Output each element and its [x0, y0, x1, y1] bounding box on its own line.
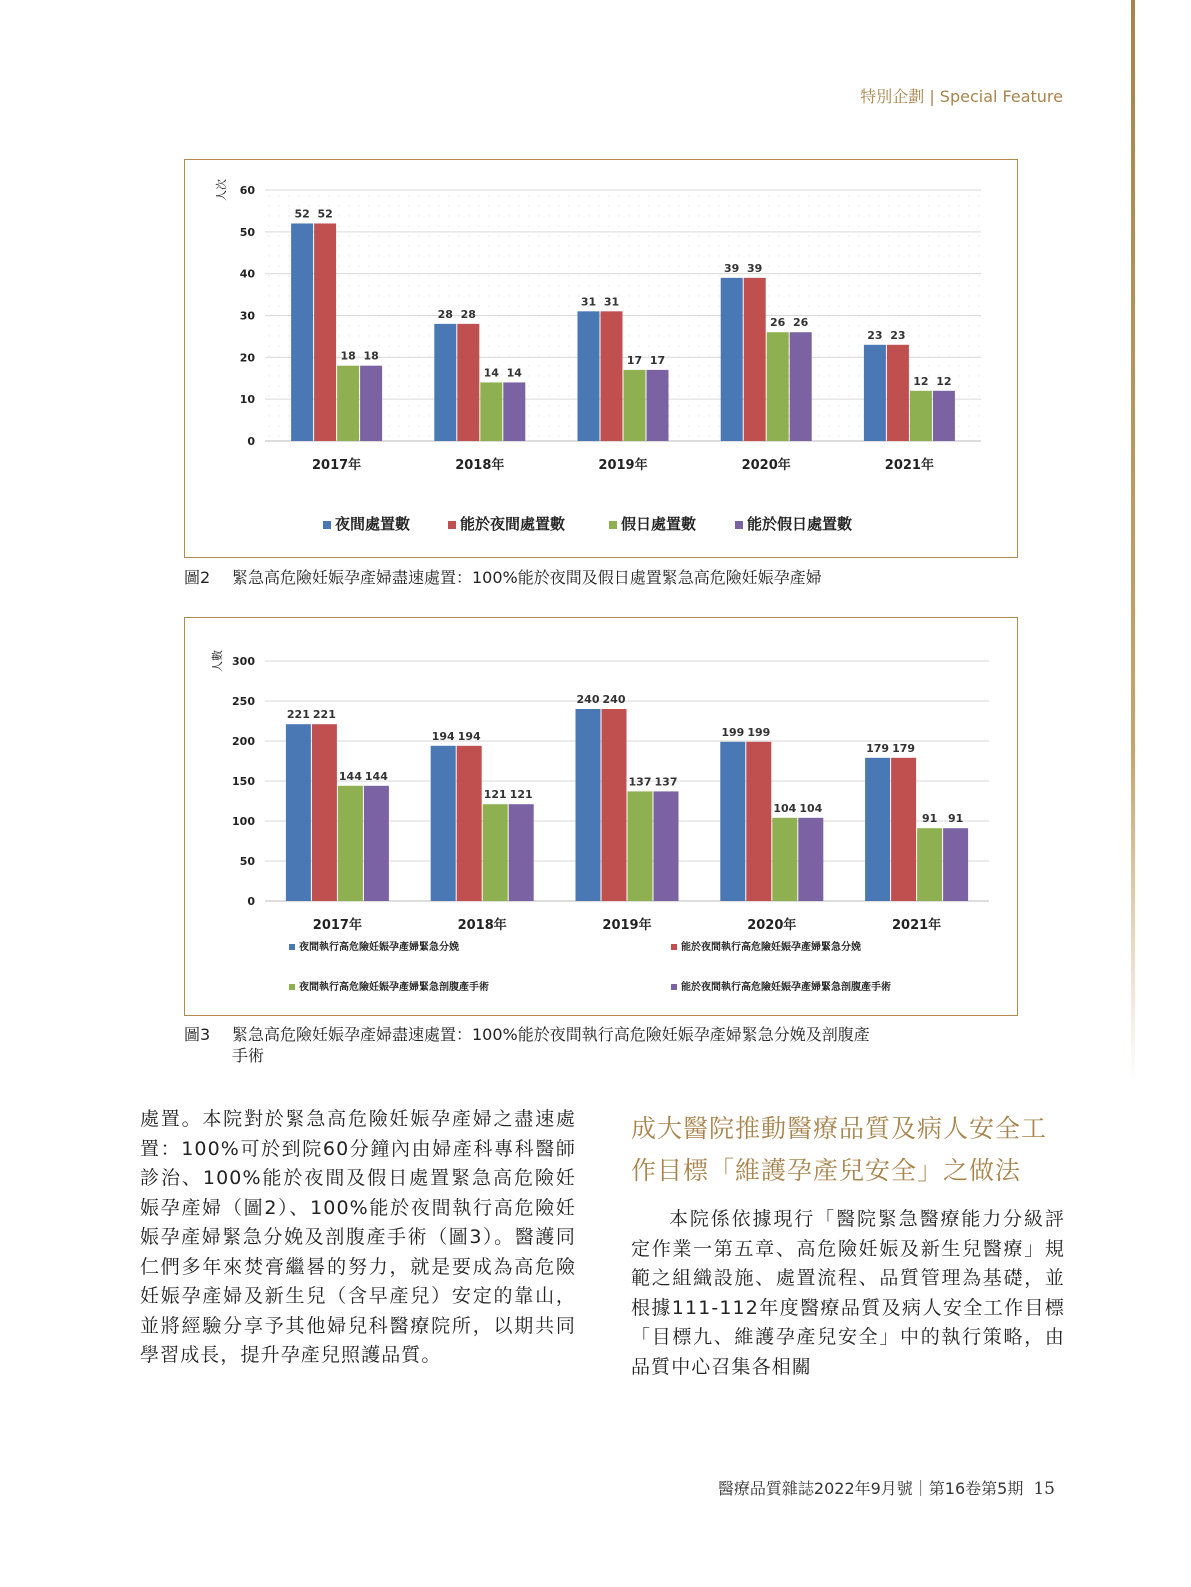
x-tick-label: 2020年 [741, 458, 791, 473]
y-tick-label: 40 [239, 267, 255, 281]
data-label: 39 [747, 261, 763, 275]
bar [431, 746, 456, 901]
data-label: 240 [602, 693, 626, 706]
bar [647, 370, 669, 441]
journal-info: 醫療品質雜誌2022年9月號｜第16卷第5期 [717, 1479, 1024, 1498]
data-label: 121 [483, 788, 507, 802]
bar [457, 746, 482, 901]
x-tick-label: 2018年 [457, 918, 507, 933]
data-label: 12 [936, 374, 952, 388]
bar [933, 391, 955, 441]
data-label: 221 [312, 708, 336, 722]
bar [746, 742, 771, 901]
data-label: 12 [913, 374, 929, 388]
data-label: 18 [340, 349, 356, 363]
legend-label: 能於夜間處置數 [460, 515, 566, 533]
y-tick-label: 200 [232, 735, 255, 748]
data-label: 194 [457, 729, 481, 743]
data-label: 26 [793, 316, 809, 330]
y-tick-label: 50 [239, 855, 255, 868]
bar [601, 311, 623, 441]
bar [286, 724, 311, 901]
left-column-text [140, 1105, 576, 1371]
data-label: 221 [286, 708, 310, 722]
bar [576, 709, 601, 901]
legend-swatch [289, 984, 295, 990]
figure-3-caption-cont: 手術 [232, 1046, 265, 1065]
bar [503, 382, 525, 441]
y-tick-label: 60 [239, 184, 255, 197]
x-tick-label: 2017年 [312, 918, 362, 933]
y-axis-label: 人數 [211, 650, 224, 672]
legend-label: 能於夜間執行高危險妊娠孕產婦緊急剖腹產手術 [681, 982, 891, 993]
bar [509, 804, 534, 901]
data-label: 104 [799, 801, 823, 815]
data-label: 14 [506, 366, 522, 380]
data-label: 52 [294, 207, 310, 221]
figure-3-svg [185, 618, 1017, 1015]
gold-divider-line [1131, 0, 1135, 1080]
y-tick-label: 20 [239, 351, 255, 365]
legend-swatch [671, 944, 677, 950]
bar [337, 366, 359, 441]
page-number: 15 [1033, 1479, 1055, 1499]
y-tick-label: 250 [232, 695, 255, 708]
y-tick-label: 0 [247, 435, 255, 448]
x-tick-label: 2019年 [598, 458, 648, 473]
figure-3-chart [184, 617, 1018, 1016]
bar [624, 370, 646, 441]
data-label: 104 [773, 801, 797, 815]
data-label: 199 [721, 725, 745, 739]
legend-label: 夜間執行高危險妊娠孕產婦緊急剖腹產手術 [299, 982, 489, 993]
data-label: 23 [867, 328, 883, 342]
legend-label: 能於夜間執行高危險妊娠孕產婦緊急分娩 [681, 942, 861, 953]
figure-2-chart [184, 159, 1018, 558]
data-label: 137 [628, 775, 652, 789]
section-title: 成大醫院推動醫療品質及病人安全工作目標「維護孕產兒安全」之做法 [631, 1114, 1048, 1185]
data-label: 23 [890, 328, 906, 342]
bar [887, 345, 909, 441]
bar [578, 311, 600, 441]
legend-label: 夜間處置數 [335, 515, 411, 533]
x-tick-label: 2017年 [312, 458, 362, 473]
figure-2-caption [184, 567, 1024, 588]
right-paragraph: 本院係依據現行「醫院緊急醫療能力分級評定作業一第五章、高危險妊娠及新生兒醫療」規範之組織設施、處置流程、品質管理為基礎，並根據111-112年度醫療品質及病人安全工作目標「目標九、維護孕產兒安全」中的執行策略，由品質中心召集各相關 [631, 1208, 1065, 1378]
data-label: 144 [338, 769, 362, 783]
bar [312, 724, 337, 901]
data-label: 121 [509, 788, 533, 802]
data-label: 31 [580, 295, 597, 309]
bar [338, 786, 363, 901]
bar [434, 324, 456, 441]
bar [364, 786, 389, 901]
data-label: 26 [770, 316, 786, 330]
legend-swatch [323, 521, 331, 529]
data-label: 179 [866, 741, 890, 755]
x-tick-label: 2020年 [747, 918, 797, 933]
legend-swatch [289, 944, 295, 950]
x-tick-label: 2019年 [602, 918, 652, 933]
bar [291, 223, 313, 441]
bar [457, 324, 479, 441]
bar [767, 332, 789, 441]
y-tick-label: 50 [239, 225, 255, 239]
y-tick-label: 150 [232, 775, 255, 788]
data-label: 28 [437, 307, 453, 321]
figure-3-number: 圖3 [184, 1025, 211, 1044]
bar [314, 223, 336, 441]
data-label: 31 [603, 295, 620, 309]
data-label: 91 [921, 812, 938, 826]
bar [891, 758, 916, 901]
figure-2-svg [185, 160, 1017, 557]
x-tick-label: 2018年 [455, 458, 505, 473]
data-label: 28 [460, 307, 476, 321]
bar [910, 391, 932, 441]
bar [654, 791, 679, 901]
figure-2-number: 圖2 [184, 568, 211, 587]
bar [602, 709, 627, 901]
bar [917, 828, 942, 901]
y-tick-label: 0 [247, 895, 255, 908]
y-tick-label: 30 [239, 309, 255, 323]
y-tick-label: 100 [232, 815, 255, 828]
figure-3-caption-text: 緊急高危險妊娠孕產婦盡速處置：100%能於夜間執行高危險妊娠孕產婦緊急分娩及剖腹產 [232, 1025, 870, 1044]
data-label: 39 [724, 261, 740, 275]
data-label: 91 [947, 812, 964, 826]
data-label: 17 [626, 353, 643, 367]
bar [864, 345, 886, 441]
data-label: 137 [654, 775, 678, 789]
bar [628, 791, 653, 901]
data-label: 18 [363, 349, 379, 363]
right-column-text [631, 1205, 1065, 1382]
bar [943, 828, 968, 901]
legend-label: 夜間執行高危險妊娠孕產婦緊急分娩 [299, 942, 459, 953]
data-label: 240 [576, 693, 600, 706]
bar [790, 332, 812, 441]
legend-swatch [735, 521, 743, 529]
data-label: 194 [431, 729, 455, 743]
bar [865, 758, 890, 901]
bar [772, 818, 797, 901]
data-label: 199 [747, 725, 771, 739]
bar [480, 382, 502, 441]
figure-2-caption-text: 緊急高危險妊娠孕產婦盡速處置：100%能於夜間及假日處置緊急高危險妊娠孕產婦 [232, 568, 822, 587]
data-label: 144 [364, 769, 388, 783]
left-paragraph: 處置。本院對於緊急高危險妊娠孕產婦之盡速處置：100%可於到院60分鐘內由婦產科專科醫師診治、100%能於夜間及假日處置緊急高危險妊娠孕產婦（圖2）、100%能於夜間執行高危險妊娠孕產婦緊急分娩及剖腹產手術（圖3）。醫護同仁們多年來焚膏繼晷的努力，就是要成為高危險妊娠孕產婦及新生兒（含早產兒）安定的靠山，並將經驗分享予其他婦兒科醫療院所，以期共同學習成長，提升孕產兒照護品質。 [140, 1108, 576, 1366]
bar [360, 366, 382, 441]
y-tick-label: 10 [239, 393, 255, 407]
legend-label: 假日處置數 [621, 515, 697, 533]
bar [798, 818, 823, 901]
bar [721, 278, 743, 441]
x-tick-label: 2021年 [884, 458, 934, 473]
section-header: 特別企劃 | Special Feature [860, 87, 1063, 106]
bar [744, 278, 766, 441]
data-label: 14 [483, 366, 499, 380]
figure-3-caption [184, 1024, 1024, 1066]
legend-swatch [671, 984, 677, 990]
bar [720, 742, 745, 901]
data-label: 179 [892, 741, 916, 755]
data-label: 52 [317, 207, 333, 221]
page-footer [718, 1476, 1055, 1499]
legend-swatch [609, 521, 617, 529]
y-tick-label: 300 [232, 655, 255, 668]
data-label: 17 [649, 353, 666, 367]
x-tick-label: 2021年 [892, 918, 942, 933]
legend-swatch [448, 521, 456, 529]
legend-label: 能於假日處置數 [747, 515, 853, 533]
bar [483, 804, 508, 901]
y-axis-label: 人次 [215, 179, 228, 201]
